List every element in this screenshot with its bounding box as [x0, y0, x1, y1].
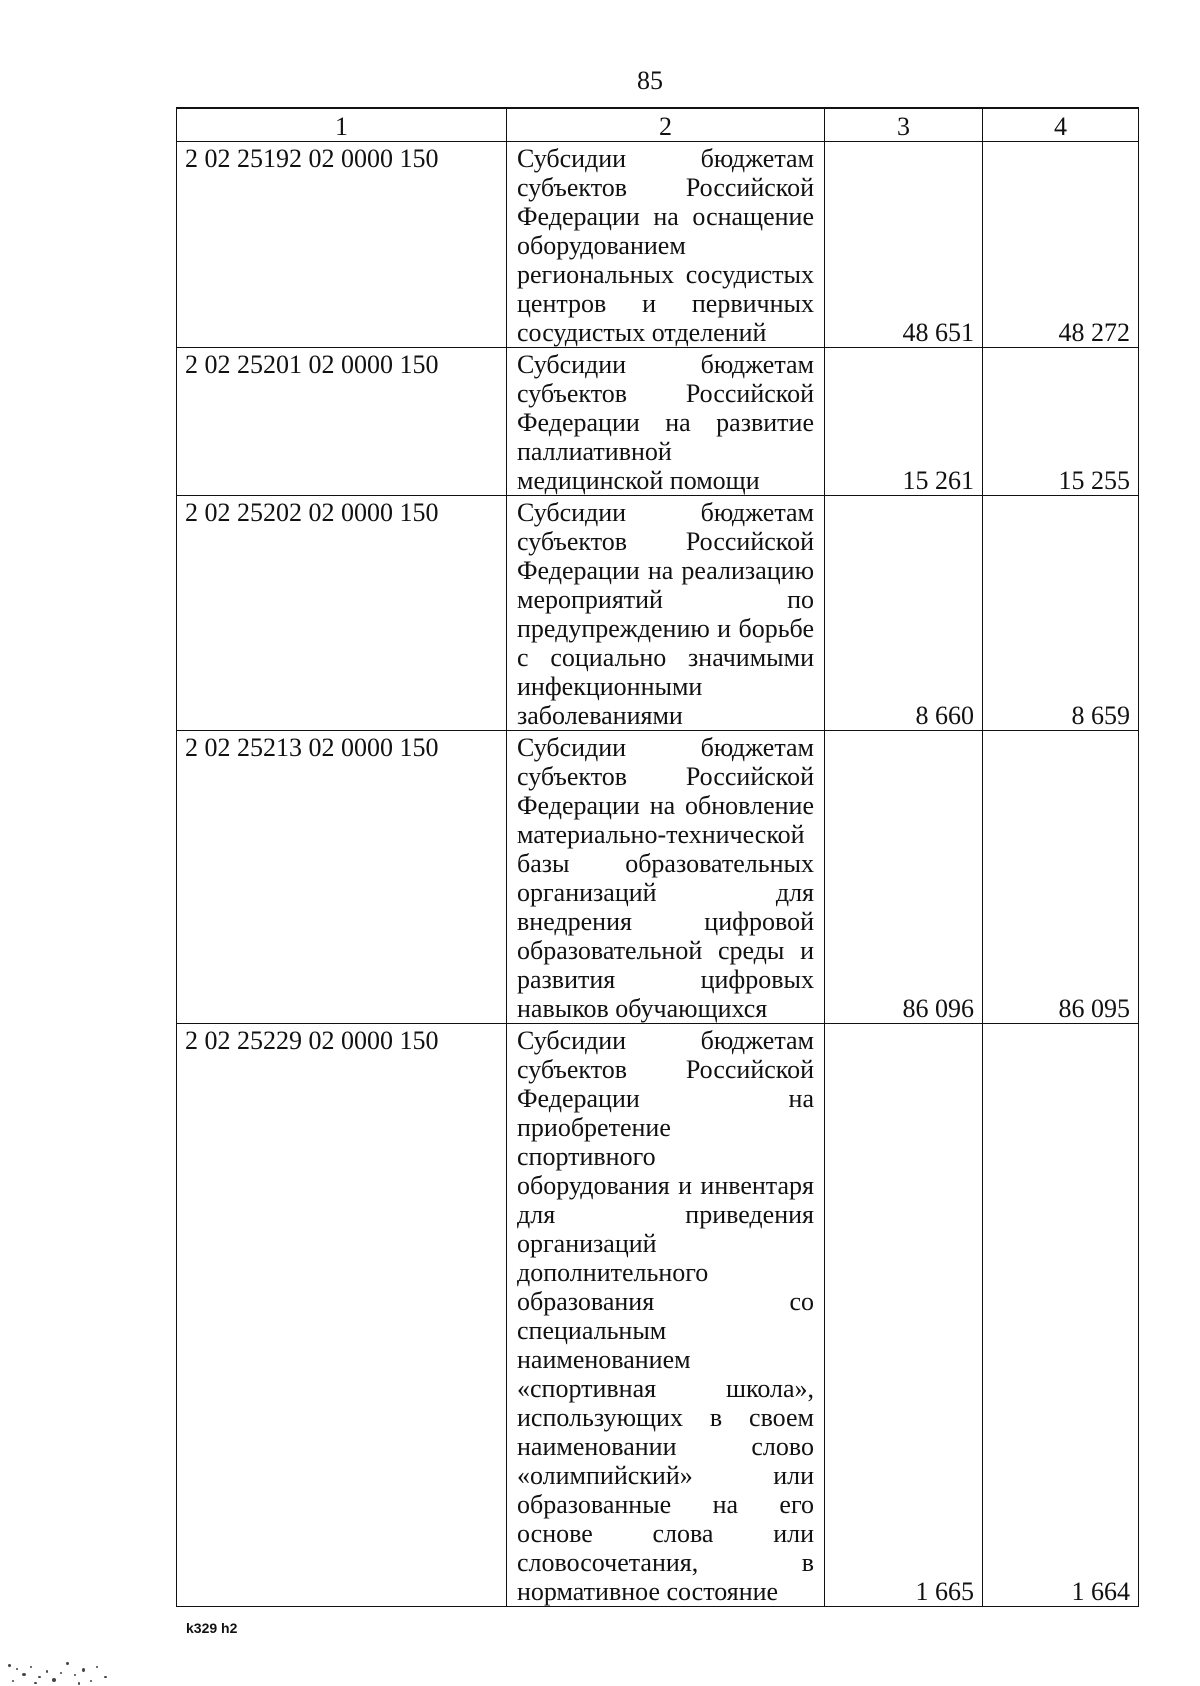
row-description: Субсидии бюджетам субъектов Российской Федерации на реализацию мероприятий по предупреждению и борьбе с социально значимыми инфекционными заболеваниями — [507, 496, 825, 731]
document-footer-id: k329 h2 — [186, 1620, 238, 1636]
budget-code: 2 02 25192 02 0000 150 — [177, 142, 507, 348]
column-header-amount-2: 4 — [983, 108, 1139, 142]
row-description: Субсидии бюджетам субъектов Российской Федерации на обновление материально-технической базы образовательных организаций для внедрения цифровой образовательной среды и развития цифровых навыков обучающихся — [507, 731, 825, 1024]
amount-col4: 86 095 — [983, 731, 1139, 1024]
amount-col3: 48 651 — [825, 142, 983, 348]
table-row — [177, 731, 1139, 1024]
amount-col3: 8 660 — [825, 496, 983, 731]
budget-revenue-table — [176, 107, 1139, 1607]
row-description: Субсидии бюджетам субъектов Российской Федерации на приобретение спортивного оборудования и инвентаря для приведения организаций дополнительного образования со специальным наименованием «спортивная школа», использующих в своем наименовании слово «олимпийский» или образованные на его основе слова или словосочетания, в нормативное состояние — [507, 1024, 825, 1607]
table-row — [177, 142, 1139, 348]
scan-noise-artifact — [0, 1578, 120, 1686]
table-header-row — [177, 108, 1139, 142]
column-header-code: 1 — [177, 108, 507, 142]
budget-code: 2 02 25201 02 0000 150 — [177, 348, 507, 496]
budget-code: 2 02 25229 02 0000 150 — [177, 1024, 507, 1607]
table-row — [177, 496, 1139, 731]
amount-col3: 86 096 — [825, 731, 983, 1024]
budget-code: 2 02 25213 02 0000 150 — [177, 731, 507, 1024]
amount-col3: 1 665 — [825, 1024, 983, 1607]
amount-col4: 1 664 — [983, 1024, 1139, 1607]
row-description: Субсидии бюджетам субъектов Российской Федерации на оснащение оборудованием региональных сосудистых центров и первичных сосудистых отделений — [507, 142, 825, 348]
column-header-description: 2 — [507, 108, 825, 142]
row-description: Субсидии бюджетам субъектов Российской Федерации на развитие паллиативной медицинской помощи — [507, 348, 825, 496]
amount-col4: 15 255 — [983, 348, 1139, 496]
table-row — [177, 1024, 1139, 1607]
column-header-amount-1: 3 — [825, 108, 983, 142]
amount-col3: 15 261 — [825, 348, 983, 496]
budget-code: 2 02 25202 02 0000 150 — [177, 496, 507, 731]
page-number: 85 — [637, 66, 663, 95]
amount-col4: 48 272 — [983, 142, 1139, 348]
amount-col4: 8 659 — [983, 496, 1139, 731]
table-row — [177, 348, 1139, 496]
